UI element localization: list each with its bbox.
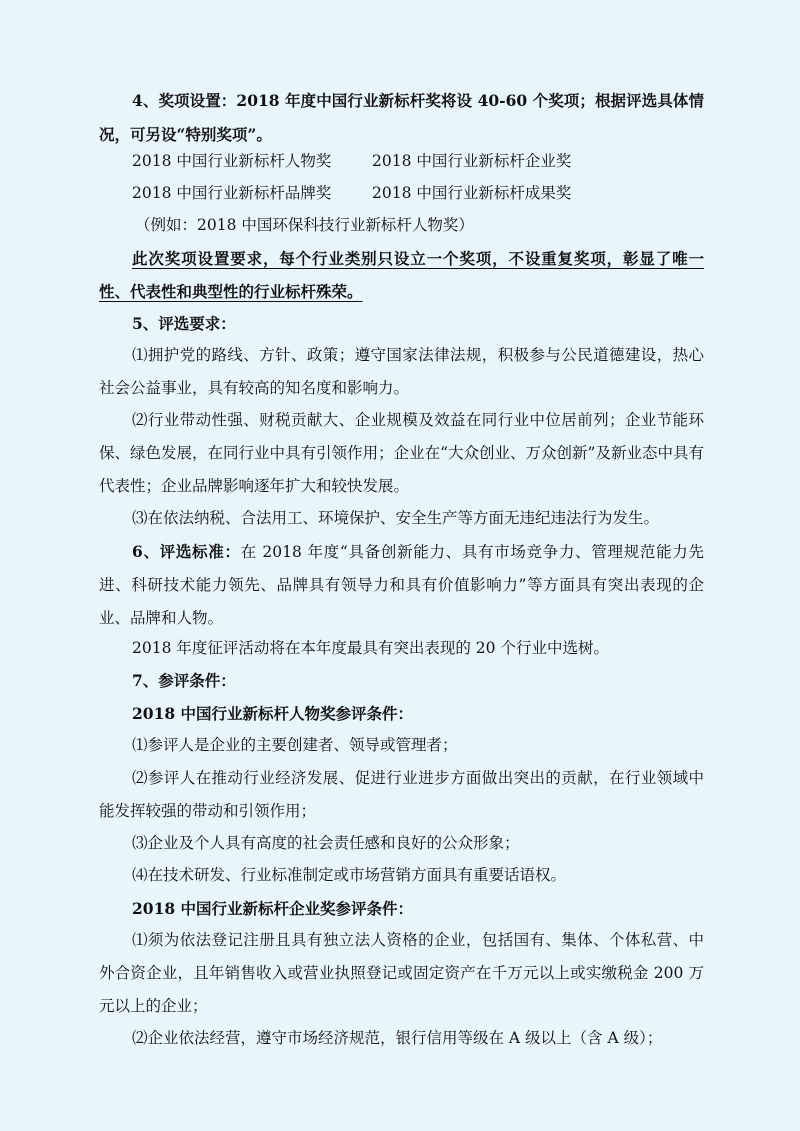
section-7-heading: 7、参评条件：: [132, 671, 236, 690]
award-brand: 2018 中国行业新标杆品牌奖: [132, 184, 332, 202]
section-5-heading: 5、评选要求：: [132, 314, 236, 333]
enterprise-award-heading: 2018 中国行业新标杆企业奖参评条件：: [132, 899, 414, 918]
section-6-heading: 6、评选标准：: [132, 542, 241, 561]
award-achievement: 2018 中国行业新标杆成果奖: [372, 184, 572, 202]
person-item-2: ⑵参评人在推动行业经济发展、促进行业进步方面做出突出的贡献，在行业领域中能发挥较强的带动和引领作用；: [99, 769, 704, 820]
section-5-item-2: ⑵行业带动性强、财税贡献大、企业规模及效益在同行业中位居前列；企业节能环保、绿色发展，在同行业中具有引领作用；企业在“大众创业、万众创新”及新业态中具有代表性；企业品牌影响逐年扩大和较快发展。: [99, 411, 704, 495]
section-6-paragraph: [99, 535, 704, 635]
enterprise-item-2: ⑵企业依法经营，遵守市场经济规范，银行信用等级在 A 级以上（含 A 级）；: [132, 1029, 663, 1047]
section-4-text: 2018 年度中国行业新标杆奖将设 40-60 个奖项；根据评选具体情况，可另设“特别奖项”。: [99, 91, 704, 144]
person-item-4: ⑷在技术研发、行业标准制定或市场营销方面具有重要话语权。: [132, 866, 567, 884]
section-5-item-1: ⑴拥护党的路线、方针、政策；遵守国家法律法规，积极参与公民道德建设，热心社会公益事业，具有较高的知名度和影响力。: [99, 346, 704, 397]
award-example: （例如：2018 中国环保科技行业新标杆人物奖）: [135, 216, 474, 234]
enterprise-item-1: ⑴须为依法登记注册且具有独立法人资格的企业，包括国有、集体、个体私营、中外合资企业，且年销售收入或营业执照登记或固定资产在千万元以上或实缴税金 200 万元以上的企业；: [99, 931, 704, 1015]
award-enterprise: 2018 中国行业新标杆企业奖: [372, 152, 572, 170]
person-item-1: ⑴参评人是企业的主要创建者、领导或管理者；: [132, 736, 458, 754]
award-person: 2018 中国行业新标杆人物奖: [132, 152, 332, 170]
person-award-heading: 2018 中国行业新标杆人物奖参评条件：: [132, 704, 414, 723]
section-4-paragraph: [99, 84, 704, 152]
section-6-note: 2018 年度征评活动将在本年度最具有突出表现的 20 个行业中选树。: [132, 639, 609, 657]
section-6-text: 在 2018 年度“具备创新能力、具有市场竞争力、管理规范能力先进、科研技术能力领先、品牌具有领导力和具有价值影响力”等方面具有突出表现的企业、品牌和人物。: [99, 543, 704, 627]
section-5-item-3: ⑶在依法纳税、合法用工、环境保护、安全生产等方面无违纪违法行为发生。: [132, 509, 660, 527]
person-item-3: ⑶企业及个人具有高度的社会责任感和良好的公众形象；: [132, 834, 520, 852]
section-4-heading: 4、奖项设置：: [132, 91, 237, 110]
award-emphasis-note: 此次奖项设置要求，每个行业类别只设立一个奖项，不设重复奖项，彰显了唯一性、代表性和典型性的行业标杆殊荣。: [99, 249, 704, 301]
